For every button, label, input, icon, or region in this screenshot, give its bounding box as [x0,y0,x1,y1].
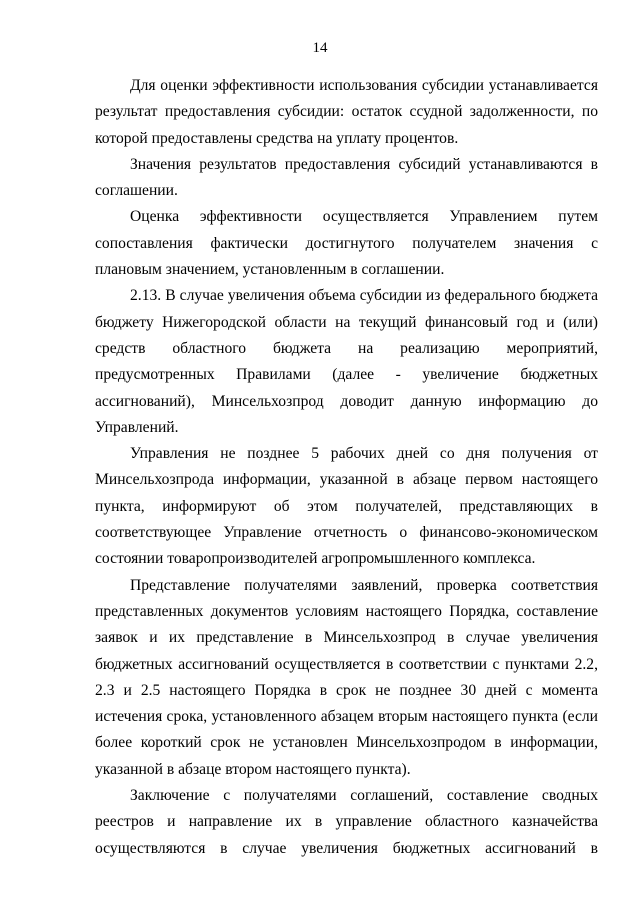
paragraph-result-values: Значения результатов предоставления субсидий устанавливаются в соглашении. [95,155,598,200]
paragraph-departments-notice: Управления не позднее 5 рабочих дней со дня получения от Минсельхозпрода информации, указанной в абзаце первом настоящего пункта, информируют об этом получателей, представляющих в соответствующее Управление отчетность о финансово-экономическом состоянии товаропроизводителей агропромышленного комплекса. [95,445,598,568]
paragraph-applications-submission: Представление получателями заявлений, проверка соответствия представленных документов условиям настоящего Порядка, составление заявок и их представление в Минсельхозпрод в случае увеличения бюджетных ассигнований осуществляется в соответствии с пунктами 2.2, 2.3 и 2.5 настоящего Порядка в срок не позднее 30 дней с момента истечения срока, установленного абзацем вторым настоящего пункта (если более короткий срок не установлен Минсельхозпродом в информации, указанной в абзаце втором настоящего пункта). [95,576,598,778]
paragraph-agreements-conclusion: Заключение с получателями соглашений, составление сводных реестров и направление их в управление областного казначейства осуществляются в случае увеличения бюджетных ассигнований в [95,787,598,857]
paragraph-efficiency-assessment: Оценка эффективности осуществляется Управлением путем сопоставления фактически достигнутого получателем значения с плановым значением, установленным в соглашении. [95,208,598,279]
paragraph-subsidy-efficiency: Для оценки эффективности использования субсидии устанавливается результат предоставления субсидии: остаток ссудной задолженности, по которой предоставлены средства на уплату процентов. [95,77,598,147]
page-number: 14 [312,40,328,56]
paragraph-2-13: 2.13. В случае увеличения объема субсидии из федерального бюджета бюджету Нижегородской области на текущий финансовый год и (или) средств областного бюджета на реализацию мероприятий, предусмотренных Правилами (далее - увеличение бюджетных ассигнований), Минсельхозпрод доводит данную информацию до Управлений. [95,287,598,436]
document-body [95,73,598,862]
